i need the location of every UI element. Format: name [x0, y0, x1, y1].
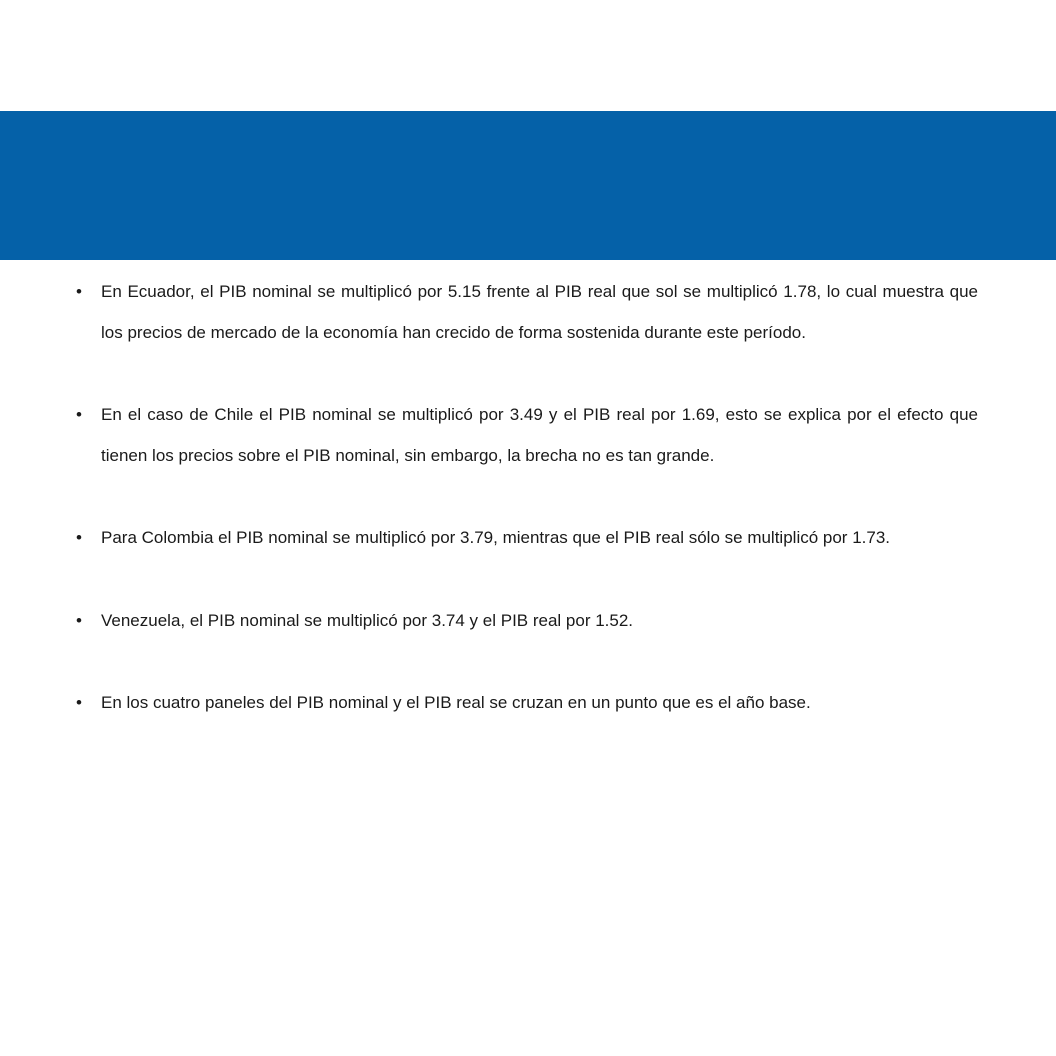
bullet-marker: • — [76, 610, 82, 630]
bullet-item-venezuela — [76, 601, 978, 642]
bullet-text: En el caso de Chile el PIB nominal se multiplicó por 3.49 y el PIB real por 1.69, esto se explica por el efecto que tienen los precios sobre el PIB nominal, sin embargo, la brecha no es tan grande. — [101, 405, 978, 465]
bullet-text: En Ecuador, el PIB nominal se multiplicó por 5.15 frente al PIB real que sol se multiplicó 1.78, lo cual muestra que los precios de mercado de la economía han crecido de forma sostenida durante este período. — [101, 282, 978, 342]
bullet-text: Para Colombia el PIB nominal se multiplicó por 3.79, mientras que el PIB real sólo se multiplicó por 1.73. — [101, 528, 890, 547]
bullet-item-chile — [76, 395, 978, 476]
bullet-item-ecuador — [76, 272, 978, 353]
bullet-marker: • — [76, 405, 82, 424]
bullet-text: En los cuatro paneles del PIB nominal y el PIB real se cruzan en un punto que es el año base. — [101, 693, 811, 712]
bullet-marker: • — [76, 528, 82, 547]
bullet-text: Venezuela, el PIB nominal se multiplicó por 3.74 y el PIB real por 1.52. — [101, 610, 634, 630]
bullet-marker: • — [76, 282, 82, 301]
bullet-list — [76, 272, 978, 766]
bullet-item-base-year — [76, 683, 978, 724]
bullet-marker: • — [76, 693, 82, 712]
bullet-item-colombia — [76, 518, 978, 559]
header-band — [0, 111, 1056, 260]
